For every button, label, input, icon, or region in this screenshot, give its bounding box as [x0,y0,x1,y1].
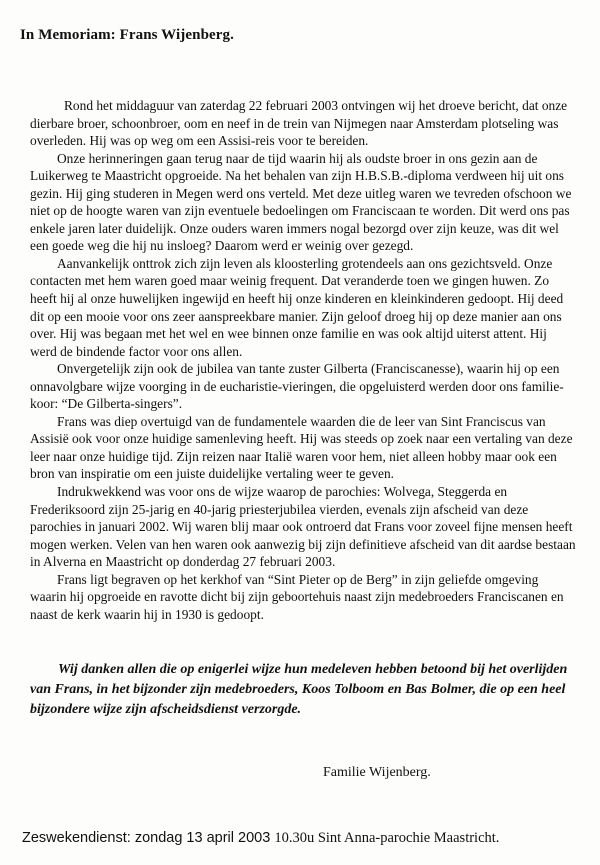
memorial-service-line [22,830,499,847]
paragraph-monastic-life: Aanvankelijk onttrok zich zijn leven als kloosterling grotendeels aan ons gezichtsveld. Onze contacten met hem waren goed maar weinig frequent. Dat veranderde toen we gingen huwen. Zo heeft hij al onze huwelijken ingewijd en heeft hij onze kinderen en kleinkinderen gedoopt. Hij deed dit op een mooie voor ons zeer aanspreekbare manier. Zijn geloof droeg hij op deze manier aan ons over. Hij was begaan met het wel en wee binnen onze familie en was ook altijd uiterst attent. Hij werd de bindende factor voor ons allen. [30,255,564,359]
thanks-note: Wij danken allen die op enigerlei wijze hun medeleven hebben betoond bij het overlijden van Frans, in het bijzonder zijn medebroeders, Koos Tolboom en Bas Bolmer, die op een heel bijzondere wijze zijn afscheidsdienst verzorgde. [30,662,568,717]
letter-body [30,97,576,623]
paragraph-announcement: Rond het middaguur van zaterdag 22 februari 2003 ontvingen wij het droeve bericht, dat onze dierbare broer, schoonbroer, oom en neef in de trein van Nijmegen naar Amsterdam plotseling was overleden. Hij was op weg om een Assisi-reis voor te bereiden. [30,98,568,149]
paragraph-memories: Onze herinneringen gaan terug naar de tijd waarin hij als oudste broer in ons gezin aan de Luikerweg te Maastricht opgroeide. Na het behalen van zijn H.B.S.B.-diploma verdween hij uit ons gezin. Hij ging studeren in Megen werd ons verteld. Met deze uitleg waren we tevreden ofschoon we niet op de hoogte waren van zijn eventuele bedoelingen om Franciscaan te worden. Dit werd ons pas enkele jaren later duidelijk. Onze ouders waren immers nogal bezorgd over zijn keuze, was dit wel een goede weg die hij nu insloeg? Daarom werd er weinig over gezegd. [30,150,572,254]
paragraph-jubilea: Onvergetelijk zijn ook de jubilea van tante zuster Gilberta (Franciscanesse), waarin hij op een onnavolgbare wijze voorging in de eucharistie-vieringen, die opgeluisterd werden door ons familie-koor: “De Gilberta-singers”. [30,361,564,412]
paragraph-franciscan-values: Frans was diep overtuigd van de fundamentele waarden die de leer van Sint Franciscus van Assisië ook voor onze huidige samenleving heeft. Hij was steeds op zoek naar een vertaling van deze leer naar onze huidige tijd. Zijn reizen naar Italië waren voor hem, niet alleen hobby maar ook een bron van inspiratie om een juiste duidelijke vertaling weer te geven. [30,413,573,482]
family-signature: Familie Wijenberg. [323,765,431,780]
paragraph-parishes: Indrukwekkend was voor ons de wijze waarop de parochies: Wolvega, Steggerda en Frederiksoord zijn 25-jarig en 40-jarig priesterjubilea vierden, evenals zijn afscheid van deze parochies in januari 2002. Wij waren blij maar ook ontroerd dat Frans voor zoveel fijne mensen heeft mogen werken. Velen van hen waren ook aanwezig bij zijn definitieve afscheid van dit aardse bestaan in Alverna en Maastricht op donderdag 27 februari 2003. [30,484,576,570]
paragraph-burial: Frans ligt begraven op het kerkhof van “Sint Pieter op de Berg” in zijn geliefde omgeving waarin hij opgroeide en ravotte dicht bij zijn geboortehuis naast zijn medebroeders Franciscanen en naast de kerk waarin hij in 1930 is gedoopt. [30,571,564,622]
document-title: In Memoriam: Frans Wijenberg. [20,27,234,43]
service-time-location: 10.30u Sint Anna-parochie Maastricht. [274,830,500,846]
service-date: Zeswekendienst: zondag 13 april 2003 [22,830,275,846]
